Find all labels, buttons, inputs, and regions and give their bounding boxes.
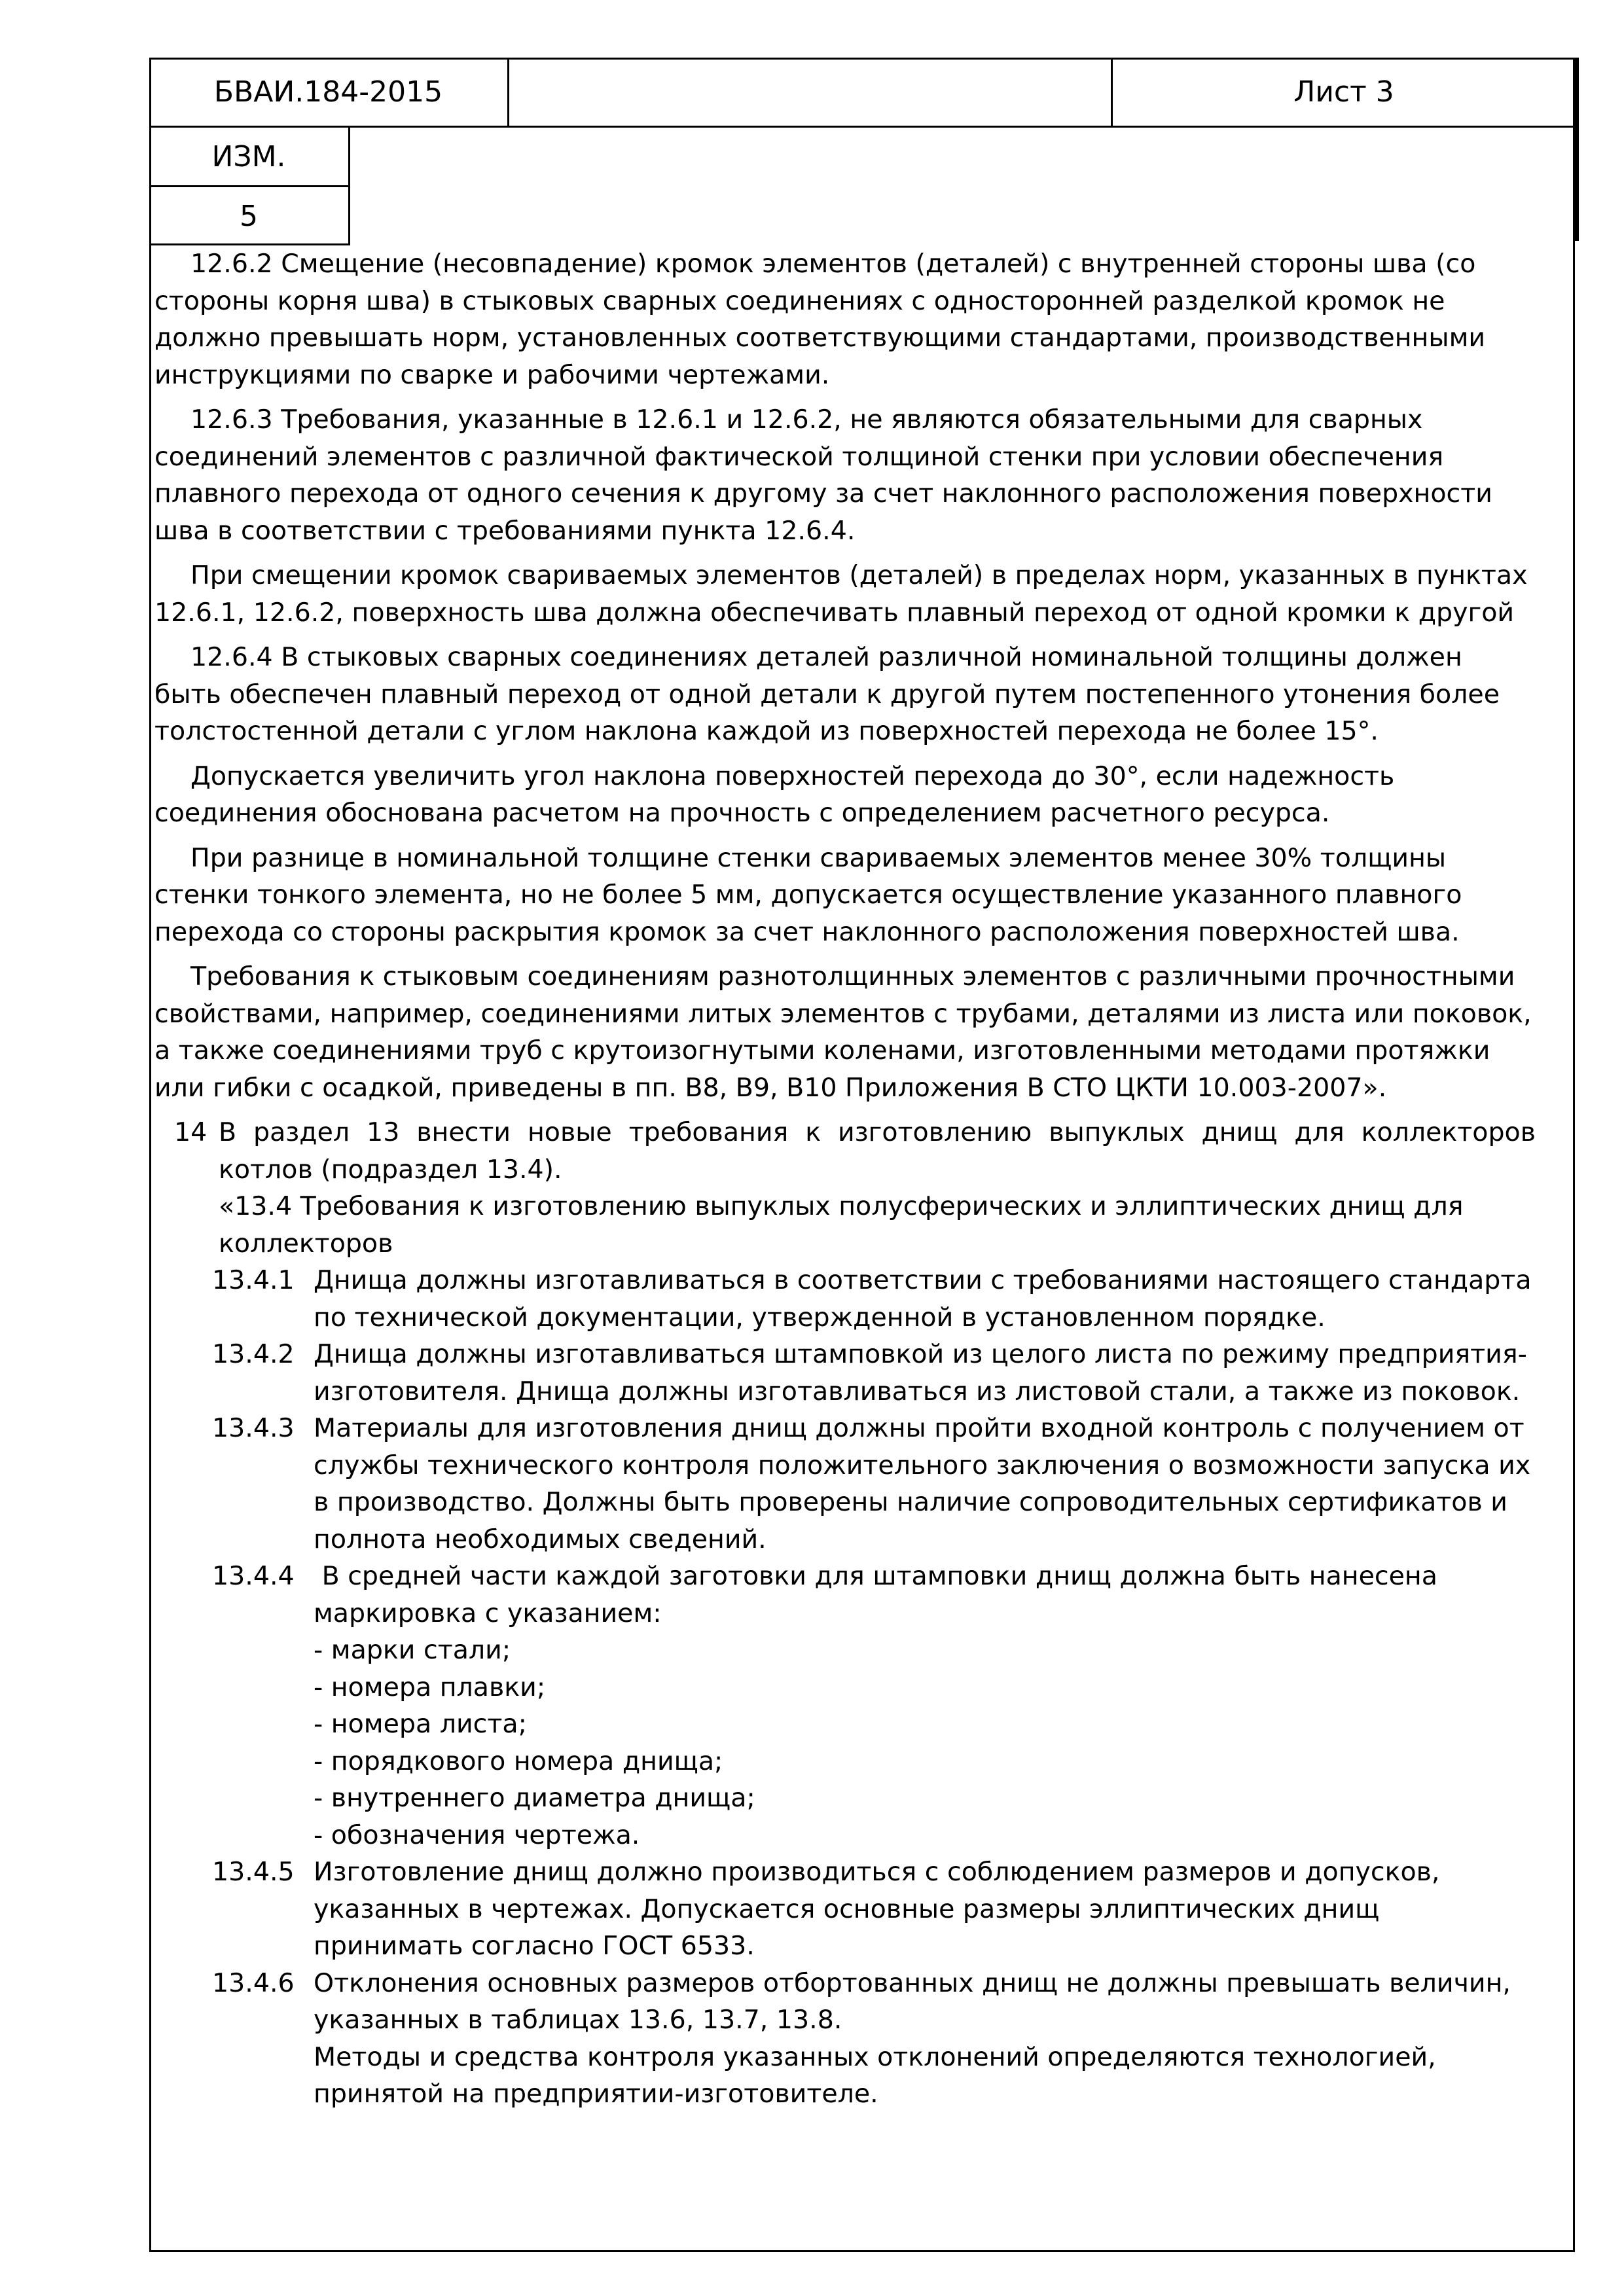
paragraph: Допускается увеличить угол наклона поверхностей перехода до 30°, если надежность соединения обоснована расчетом на прочность с определением расчетного ресурса. — [154, 761, 1395, 828]
item-text: В раздел 13 внести новые требования к изготовлению выпуклых днищ для коллекторов котлов (подраздел 13.4). — [219, 1117, 1536, 1185]
revision-box — [149, 128, 350, 245]
title-block — [149, 58, 1575, 128]
paragraph: 12.6.3 Требования, указанные в 12.6.1 и 12.6.2, не являются обязательными для сварных соединений элементов с различной фактической толщиной стенки при условии обеспечения плавного перехода от одного сечения к другому за счет наклонного расположения поверхности шва в соответствии с требованиями пункта 12.6.4. — [154, 404, 1492, 546]
subitem-text: Днища должны изготавливаться штамповкой из целого листа по режиму предприятия-изготовителя. Днища должны изготавливаться из листовой стали, а также из поковок. — [314, 1339, 1527, 1407]
subitem-number: 13.4.5 — [212, 1857, 295, 1887]
subitem — [154, 1854, 1536, 1965]
marking-list — [154, 1632, 1536, 1854]
subitem-text: Днища должны изготавливаться в соответствии с требованиями настоящего стандарта по технической документации, утвержденной в установленном порядке. — [314, 1265, 1532, 1333]
paragraph: При разнице в номинальной толщине стенки свариваемых элементов менее 30% толщины стенки тонкого элемента, но не более 5 мм, допускается осуществление указанного плавного перехода со стороны раскрытия кромок за счет наклонного расположения поверхностей шва. — [154, 842, 1462, 947]
subitem-number: 13.4.3 — [212, 1413, 295, 1443]
closing-text: Методы и средства контроля указанных отклонений определяются технологией, принятой на предприятии-изготовителе. — [314, 2041, 1436, 2109]
doc-code: БВАИ.184-2015 — [149, 58, 509, 126]
subitem — [154, 1965, 1536, 2039]
list-item: - номера листа; — [314, 1709, 527, 1739]
subitem-text: В средней части каждой заготовки для штамповки днищ должна быть нанесена маркировка с указанием: — [314, 1561, 1446, 1628]
subitem — [154, 1410, 1536, 1558]
subitem-text: Материалы для изготовления днищ должны пройти входной контроль с получением от службы технического контроля положительного заключения о возможности запуска их в производство. Должны быть проверены наличие сопроводительных сертификатов и полнота необходимых сведений. — [314, 1413, 1531, 1554]
list-item: - порядкового номера днища; — [314, 1746, 723, 1776]
subitem-number: 13.4.4 — [212, 1561, 295, 1591]
sheet-number: Лист 3 — [1293, 75, 1394, 109]
revision-label: ИЗМ. — [149, 128, 348, 187]
subitem — [154, 1558, 1536, 1632]
item-number: 14 — [174, 1117, 208, 1147]
frame-edge — [1575, 58, 1579, 241]
list-item: - номера плавки; — [314, 1672, 546, 1702]
paragraph: При смещении кромок свариваемых элементов (деталей) в пределах норм, указанных в пунктах 12.6.1, 12.6.2, поверхность шва должна обеспечивать плавный переход от одной кромки к другой — [154, 560, 1528, 628]
subitem — [154, 1336, 1536, 1410]
paragraph: Требования к стыковым соединениям разнотолщинных элементов с различными прочностными свойствами, например, соединениями литых элементов с трубами, деталями из листа или поковок, а также соединениями труб с крутоизогнутыми коленами, изготовленными методами протяжки или гибки с осадкой, приведены в пп. В8, В9, В10 Приложения В СТО ЦКТИ 10.003-2007». — [154, 961, 1532, 1103]
item-14 — [154, 1114, 1536, 1188]
list-item: - внутреннего диаметра днища; — [314, 1783, 755, 1813]
list-item: - марки стали; — [314, 1635, 511, 1665]
list-item: - обозначения чертежа. — [314, 1820, 640, 1850]
subitem-number: 13.4.1 — [212, 1265, 295, 1295]
revision-value: 5 — [240, 199, 258, 233]
subitem-text: Изготовление днищ должно производиться с соблюдением размеров и допусков, указанных в чертежах. Допускается основные размеры эллиптических днищ принимать согласно ГОСТ 6533. — [314, 1857, 1440, 1961]
section-heading: «13.4 Требования к изготовлению выпуклых полусферических и эллиптических днищ для коллекторов — [219, 1191, 1464, 1259]
paragraph: 12.6.4 В стыковых сварных соединениях деталей различной номинальной толщины должен быть обеспечен плавный переход от одной детали к другой путем постепенного утонения более толстостенной детали с углом наклона каждой из поверхностей перехода не более 15°. — [154, 642, 1500, 746]
document-body — [154, 245, 1536, 2113]
subitem-number: 13.4.2 — [212, 1339, 295, 1369]
subitem — [154, 1262, 1536, 1336]
subitem-number: 13.4.6 — [212, 1967, 295, 1998]
paragraph: 12.6.2 Смещение (несовпадение) кромок элементов (деталей) с внутренней стороны шва (со стороны корня шва) в стыковых сварных соединениях с односторонней разделкой кромок не должно превышать норм, установленных соответствующими стандартами, производственными инструкциями по сварке и рабочими чертежами. — [154, 249, 1486, 390]
subitem-text: Отклонения основных размеров отбортованных днищ не должны превышать величин, указанных в таблицах 13.6, 13.7, 13.8. — [314, 1967, 1511, 2035]
title-middle-cell — [509, 58, 1113, 126]
